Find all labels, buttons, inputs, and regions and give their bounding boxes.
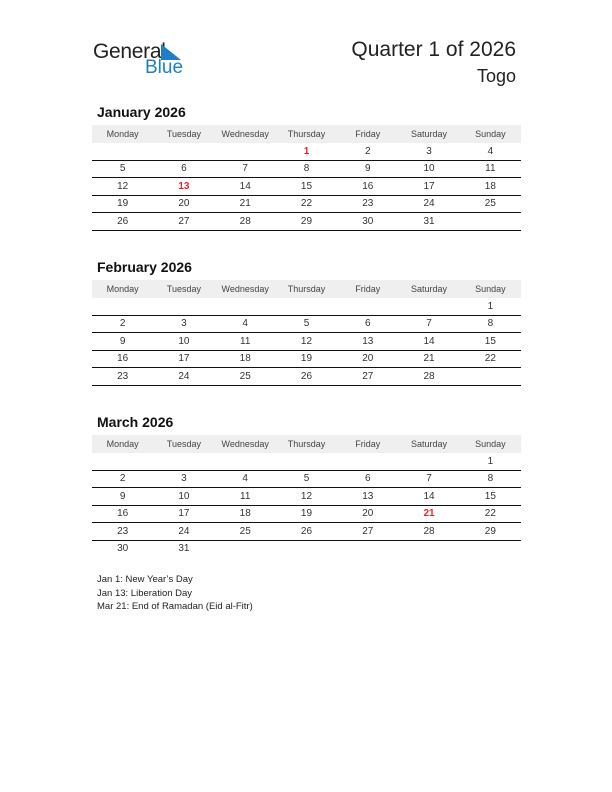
- day-cell: 25: [215, 523, 276, 541]
- empty-cell: [337, 298, 398, 315]
- day-cell: 18: [215, 505, 276, 523]
- day-cell: 29: [460, 523, 521, 541]
- generalblue-logo: [93, 40, 193, 80]
- weekday-header-saturday: Saturday: [398, 435, 459, 453]
- day-cell: 15: [460, 488, 521, 506]
- empty-cell: [92, 143, 153, 160]
- holiday-day-cell: 13: [153, 178, 214, 196]
- day-cell: 7: [398, 470, 459, 488]
- day-cell: 10: [153, 488, 214, 506]
- day-cell: 11: [215, 488, 276, 506]
- month-february: [92, 258, 521, 386]
- empty-cell: [153, 453, 214, 470]
- day-cell: 9: [337, 160, 398, 178]
- day-cell: 1: [460, 453, 521, 470]
- calendar-table: [92, 435, 521, 557]
- day-cell: 22: [276, 195, 337, 213]
- day-cell: 1: [460, 298, 521, 315]
- logo-text-blue: Blue: [145, 57, 184, 78]
- day-cell: 26: [276, 368, 337, 386]
- week-row: [92, 195, 521, 213]
- day-cell: 25: [215, 368, 276, 386]
- weekday-header-friday: Friday: [337, 280, 398, 298]
- day-cell: 31: [178, 543, 190, 555]
- day-cell: 12: [92, 178, 153, 196]
- empty-cell: [153, 298, 214, 315]
- day-cell: 29: [276, 213, 337, 231]
- day-cell: 10: [398, 160, 459, 178]
- empty-cell: [276, 453, 337, 470]
- day-cell: 20: [337, 350, 398, 368]
- day-cell: 28: [215, 213, 276, 231]
- month-title: March 2026: [97, 414, 174, 430]
- day-cell: 30: [117, 543, 129, 555]
- holiday-day-cell: 1: [276, 143, 337, 160]
- day-cell: 4: [460, 143, 521, 160]
- week-row: [92, 540, 521, 557]
- day-cell: 21: [398, 350, 459, 368]
- day-cell: 3: [153, 470, 214, 488]
- month-title: January 2026: [97, 104, 186, 120]
- day-cell: 15: [460, 333, 521, 351]
- day-cell: 24: [153, 523, 214, 541]
- day-cell: 26: [276, 523, 337, 541]
- empty-cell: [215, 540, 276, 557]
- weekday-header-tuesday: Tuesday: [153, 125, 214, 143]
- day-cell: 17: [153, 350, 214, 368]
- day-cell: 9: [92, 333, 153, 351]
- day-cell: 3: [398, 143, 459, 160]
- day-cell: 5: [276, 315, 337, 333]
- empty-cell: [153, 143, 214, 160]
- day-cell: 5: [92, 160, 153, 178]
- day-cell: 19: [276, 505, 337, 523]
- day-cell: 2: [92, 470, 153, 488]
- day-cell: 30: [337, 213, 398, 231]
- day-cell: 27: [337, 523, 398, 541]
- day-cell: 28: [398, 368, 459, 386]
- weekday-header-monday: Monday: [92, 435, 153, 453]
- day-cell: 2: [337, 143, 398, 160]
- day-cell: 20: [337, 505, 398, 523]
- day-cell: 5: [276, 470, 337, 488]
- empty-cell: [398, 540, 459, 557]
- day-cell: 16: [92, 505, 153, 523]
- day-cell: 22: [460, 350, 521, 368]
- day-cell: 17: [153, 505, 214, 523]
- day-cell: 18: [460, 178, 521, 196]
- day-cell: 7: [398, 315, 459, 333]
- day-cell: 14: [215, 178, 276, 196]
- empty-cell: [337, 453, 398, 470]
- day-cell: 6: [337, 315, 398, 333]
- month-january: [92, 103, 521, 231]
- calendar-table: [92, 280, 521, 386]
- day-cell: 19: [92, 195, 153, 213]
- day-cell: 13: [337, 333, 398, 351]
- day-cell: 17: [398, 178, 459, 196]
- weekday-header-thursday: Thursday: [276, 125, 337, 143]
- day-cell: 27: [337, 368, 398, 386]
- day-cell: 22: [460, 505, 521, 523]
- day-cell: 4: [215, 315, 276, 333]
- weekday-header-wednesday: Wednesday: [215, 435, 276, 453]
- day-cell: 14: [398, 488, 459, 506]
- empty-cell: [215, 143, 276, 160]
- day-cell: 3: [153, 315, 214, 333]
- month-title: February 2026: [97, 259, 192, 275]
- day-cell: 11: [215, 333, 276, 351]
- calendar-table: [92, 125, 521, 231]
- holiday-note: Jan 13: Liberation Day: [97, 587, 193, 599]
- weekday-header-tuesday: Tuesday: [153, 280, 214, 298]
- weekday-header-friday: Friday: [337, 435, 398, 453]
- week-row: [92, 523, 521, 541]
- weekday-header-monday: Monday: [92, 125, 153, 143]
- day-cell: 8: [460, 315, 521, 333]
- weekday-header-friday: Friday: [337, 125, 398, 143]
- day-cell: 20: [153, 195, 214, 213]
- empty-cell: [460, 540, 521, 557]
- week-row: [92, 178, 521, 196]
- day-cell: 12: [276, 488, 337, 506]
- week-row: [92, 505, 521, 523]
- week-row: [92, 315, 521, 333]
- country-name: Togo: [476, 66, 516, 86]
- empty-cell: [398, 453, 459, 470]
- weekday-header-sunday: Sunday: [460, 125, 521, 143]
- day-cell: 23: [92, 368, 153, 386]
- empty-cell: [337, 540, 398, 557]
- week-row: [92, 470, 521, 488]
- day-cell: 23: [92, 523, 153, 541]
- weekday-header-saturday: Saturday: [398, 280, 459, 298]
- day-cell: 16: [92, 350, 153, 368]
- week-row: [92, 368, 521, 386]
- month-march: [92, 413, 521, 557]
- week-row: [92, 488, 521, 506]
- day-cell: 13: [337, 488, 398, 506]
- empty-cell: [276, 298, 337, 315]
- day-cell: 14: [398, 333, 459, 351]
- day-cell: 4: [215, 470, 276, 488]
- empty-cell: [92, 453, 153, 470]
- empty-cell: [215, 298, 276, 315]
- weekday-header-wednesday: Wednesday: [215, 280, 276, 298]
- day-cell: 27: [153, 213, 214, 231]
- day-cell: 23: [337, 195, 398, 213]
- week-row: [92, 350, 521, 368]
- day-cell: 24: [153, 368, 214, 386]
- day-cell: 15: [276, 178, 337, 196]
- week-row: [92, 160, 521, 178]
- day-cell: 6: [337, 470, 398, 488]
- weekday-header-tuesday: Tuesday: [153, 435, 214, 453]
- day-cell: 8: [276, 160, 337, 178]
- weekday-header-thursday: Thursday: [276, 435, 337, 453]
- weekday-header-saturday: Saturday: [398, 125, 459, 143]
- empty-cell: [460, 368, 521, 386]
- day-cell: 18: [215, 350, 276, 368]
- day-cell: 11: [460, 160, 521, 178]
- day-cell: 25: [460, 195, 521, 213]
- week-row: [92, 213, 521, 231]
- day-cell: 9: [92, 488, 153, 506]
- day-cell: 6: [153, 160, 214, 178]
- day-cell: 19: [276, 350, 337, 368]
- day-cell: 7: [215, 160, 276, 178]
- day-cell: 21: [215, 195, 276, 213]
- week-row: [92, 453, 521, 470]
- holiday-day-cell: 21: [398, 505, 459, 523]
- week-row: [92, 333, 521, 351]
- day-cell: 2: [92, 315, 153, 333]
- day-cell: 12: [276, 333, 337, 351]
- day-cell: 26: [92, 213, 153, 231]
- empty-cell: [92, 298, 153, 315]
- day-cell: 10: [153, 333, 214, 351]
- day-cell: 24: [398, 195, 459, 213]
- holiday-note: Jan 1: New Year’s Day: [97, 574, 193, 585]
- day-cell: 8: [460, 470, 521, 488]
- day-cell: 31: [398, 213, 459, 231]
- empty-cell: [398, 298, 459, 315]
- empty-cell: [276, 540, 337, 557]
- holiday-note: Mar 21: End of Ramadan (Eid al-Fitr): [97, 601, 253, 612]
- weekday-header-sunday: Sunday: [460, 435, 521, 453]
- day-cell: 16: [337, 178, 398, 196]
- weekday-header-wednesday: Wednesday: [215, 125, 276, 143]
- weekday-header-sunday: Sunday: [460, 280, 521, 298]
- week-row: [92, 143, 521, 160]
- day-cell: 28: [398, 523, 459, 541]
- empty-cell: [460, 213, 521, 231]
- logo-text-general: General: [93, 40, 166, 63]
- empty-cell: [215, 453, 276, 470]
- page-title: Quarter 1 of 2026: [351, 38, 516, 61]
- weekday-header-thursday: Thursday: [276, 280, 337, 298]
- weekday-header-monday: Monday: [92, 280, 153, 298]
- week-row: [92, 298, 521, 315]
- holiday-notes: [97, 573, 253, 614]
